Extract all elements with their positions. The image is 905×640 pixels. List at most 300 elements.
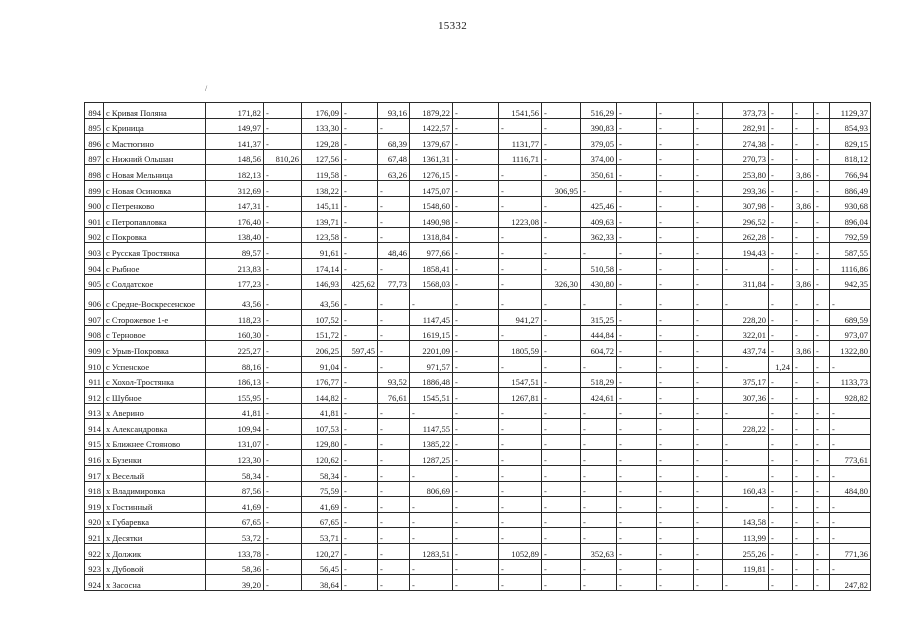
empty-value-cell: - bbox=[769, 103, 793, 119]
empty-value-cell: - bbox=[342, 165, 378, 181]
empty-value-cell: - bbox=[410, 497, 453, 513]
empty-value-cell: - bbox=[814, 325, 830, 341]
empty-value-cell: - bbox=[723, 403, 769, 419]
row-number-cell: 913 bbox=[85, 403, 104, 419]
value-cell: 1805,59 bbox=[499, 341, 542, 357]
empty-value-cell: - bbox=[814, 165, 830, 181]
settlement-name-cell: с Успенское bbox=[104, 356, 206, 372]
value-cell: 129,28 bbox=[302, 134, 342, 150]
empty-value-cell: - bbox=[793, 388, 814, 404]
empty-value-cell: - bbox=[769, 575, 793, 591]
empty-value-cell: - bbox=[769, 118, 793, 134]
empty-value-cell: - bbox=[264, 356, 302, 372]
value-cell: 176,40 bbox=[206, 212, 264, 228]
empty-value-cell: - bbox=[814, 341, 830, 357]
empty-value-cell: - bbox=[581, 356, 617, 372]
empty-value-cell: - bbox=[410, 559, 453, 575]
table-row bbox=[85, 575, 871, 591]
empty-value-cell: - bbox=[378, 227, 410, 243]
value-cell: 177,23 bbox=[206, 274, 264, 290]
empty-value-cell: - bbox=[769, 403, 793, 419]
empty-value-cell: - bbox=[542, 118, 581, 134]
row-number-cell: 912 bbox=[85, 388, 104, 404]
value-cell: 107,53 bbox=[302, 419, 342, 435]
empty-value-cell: - bbox=[617, 212, 657, 228]
empty-value-cell: - bbox=[542, 575, 581, 591]
empty-value-cell: - bbox=[378, 419, 410, 435]
empty-value-cell: - bbox=[657, 212, 694, 228]
empty-value-cell: - bbox=[657, 243, 694, 259]
value-cell: 155,95 bbox=[206, 388, 264, 404]
empty-value-cell: - bbox=[617, 512, 657, 528]
empty-value-cell: - bbox=[769, 165, 793, 181]
empty-value-cell: - bbox=[814, 196, 830, 212]
empty-value-cell: - bbox=[342, 434, 378, 450]
empty-value-cell: - bbox=[342, 310, 378, 326]
value-cell: 1147,45 bbox=[410, 310, 453, 326]
value-cell: 374,00 bbox=[581, 149, 617, 165]
empty-value-cell: - bbox=[453, 372, 499, 388]
empty-value-cell: - bbox=[342, 372, 378, 388]
empty-value-cell: - bbox=[694, 290, 723, 310]
value-cell: 113,99 bbox=[723, 528, 769, 544]
empty-value-cell: - bbox=[769, 481, 793, 497]
value-cell: 138,22 bbox=[302, 180, 342, 196]
empty-value-cell: - bbox=[769, 134, 793, 150]
settlement-name-cell: с Покровка bbox=[104, 227, 206, 243]
empty-value-cell: - bbox=[694, 372, 723, 388]
value-cell: 41,69 bbox=[302, 497, 342, 513]
empty-value-cell: - bbox=[657, 227, 694, 243]
empty-value-cell: - bbox=[264, 466, 302, 482]
value-cell: 58,34 bbox=[206, 466, 264, 482]
table-row bbox=[85, 258, 871, 274]
value-cell: 206,25 bbox=[302, 341, 342, 357]
empty-value-cell: - bbox=[342, 212, 378, 228]
empty-value-cell: - bbox=[830, 356, 871, 372]
value-cell: 76,61 bbox=[378, 388, 410, 404]
value-cell: 587,55 bbox=[830, 243, 871, 259]
empty-value-cell: - bbox=[499, 118, 542, 134]
empty-value-cell: - bbox=[657, 149, 694, 165]
settlement-name-cell: с Кривая Поляна bbox=[104, 103, 206, 119]
empty-value-cell: - bbox=[453, 403, 499, 419]
empty-value-cell: - bbox=[264, 134, 302, 150]
value-cell: 1276,15 bbox=[410, 165, 453, 181]
empty-value-cell: - bbox=[657, 419, 694, 435]
empty-value-cell: - bbox=[694, 434, 723, 450]
empty-value-cell: - bbox=[499, 434, 542, 450]
row-number-cell: 894 bbox=[85, 103, 104, 119]
value-cell: 58,36 bbox=[206, 559, 264, 575]
empty-value-cell: - bbox=[769, 497, 793, 513]
value-cell: 896,04 bbox=[830, 212, 871, 228]
empty-value-cell: - bbox=[617, 544, 657, 560]
empty-value-cell: - bbox=[830, 434, 871, 450]
empty-value-cell: - bbox=[453, 341, 499, 357]
row-number-cell: 922 bbox=[85, 544, 104, 560]
value-cell: 194,43 bbox=[723, 243, 769, 259]
empty-value-cell: - bbox=[264, 243, 302, 259]
empty-value-cell: - bbox=[542, 290, 581, 310]
empty-value-cell: - bbox=[264, 274, 302, 290]
empty-value-cell: - bbox=[830, 403, 871, 419]
empty-value-cell: - bbox=[581, 497, 617, 513]
empty-value-cell: - bbox=[453, 481, 499, 497]
empty-value-cell: - bbox=[723, 497, 769, 513]
table-row bbox=[85, 341, 871, 357]
value-cell: 160,43 bbox=[723, 481, 769, 497]
empty-value-cell: - bbox=[617, 290, 657, 310]
table-row bbox=[85, 466, 871, 482]
value-cell: 129,80 bbox=[302, 434, 342, 450]
empty-value-cell: - bbox=[694, 103, 723, 119]
empty-value-cell: - bbox=[264, 575, 302, 591]
value-cell: 225,27 bbox=[206, 341, 264, 357]
value-cell: 67,65 bbox=[206, 512, 264, 528]
row-number-cell: 901 bbox=[85, 212, 104, 228]
empty-value-cell: - bbox=[453, 528, 499, 544]
empty-value-cell: - bbox=[793, 149, 814, 165]
value-cell: 186,13 bbox=[206, 372, 264, 388]
value-cell: 311,84 bbox=[723, 274, 769, 290]
table-row bbox=[85, 227, 871, 243]
empty-value-cell: - bbox=[769, 528, 793, 544]
value-cell: 510,58 bbox=[581, 258, 617, 274]
row-number-cell: 898 bbox=[85, 165, 104, 181]
empty-value-cell: - bbox=[769, 372, 793, 388]
empty-value-cell: - bbox=[542, 419, 581, 435]
value-cell: 518,29 bbox=[581, 372, 617, 388]
empty-value-cell: - bbox=[694, 258, 723, 274]
empty-value-cell: - bbox=[542, 450, 581, 466]
empty-value-cell: - bbox=[499, 196, 542, 212]
empty-value-cell: - bbox=[723, 466, 769, 482]
empty-value-cell: - bbox=[378, 450, 410, 466]
row-number-cell: 920 bbox=[85, 512, 104, 528]
value-cell: 39,20 bbox=[206, 575, 264, 591]
empty-value-cell: - bbox=[694, 575, 723, 591]
empty-value-cell: - bbox=[814, 497, 830, 513]
empty-value-cell: - bbox=[378, 290, 410, 310]
value-cell: 306,95 bbox=[542, 180, 581, 196]
empty-value-cell: - bbox=[342, 388, 378, 404]
value-cell: 123,30 bbox=[206, 450, 264, 466]
empty-value-cell: - bbox=[378, 325, 410, 341]
empty-value-cell: - bbox=[793, 466, 814, 482]
value-cell: 63,26 bbox=[378, 165, 410, 181]
empty-value-cell: - bbox=[453, 196, 499, 212]
value-cell: 41,81 bbox=[302, 403, 342, 419]
empty-value-cell: - bbox=[499, 325, 542, 341]
value-cell: 1879,22 bbox=[410, 103, 453, 119]
empty-value-cell: - bbox=[657, 528, 694, 544]
value-cell: 253,80 bbox=[723, 165, 769, 181]
value-cell: 307,98 bbox=[723, 196, 769, 212]
empty-value-cell: - bbox=[581, 290, 617, 310]
empty-value-cell: - bbox=[657, 434, 694, 450]
empty-value-cell: - bbox=[657, 372, 694, 388]
empty-value-cell: - bbox=[378, 528, 410, 544]
table-row bbox=[85, 419, 871, 435]
empty-value-cell: - bbox=[617, 149, 657, 165]
empty-value-cell: - bbox=[694, 544, 723, 560]
empty-value-cell: - bbox=[581, 481, 617, 497]
value-cell: 886,49 bbox=[830, 180, 871, 196]
empty-value-cell: - bbox=[617, 274, 657, 290]
value-cell: 56,45 bbox=[302, 559, 342, 575]
settlement-name-cell: х Владимировка bbox=[104, 481, 206, 497]
empty-value-cell: - bbox=[617, 575, 657, 591]
value-cell: 425,62 bbox=[342, 274, 378, 290]
empty-value-cell: - bbox=[723, 450, 769, 466]
value-cell: 247,82 bbox=[830, 575, 871, 591]
settlement-name-cell: с Средне-Воскресенское bbox=[104, 290, 206, 310]
settlement-name-cell: с Новая Мельница bbox=[104, 165, 206, 181]
value-cell: 68,39 bbox=[378, 134, 410, 150]
table-row bbox=[85, 388, 871, 404]
value-cell: 67,48 bbox=[378, 149, 410, 165]
value-cell: 77,73 bbox=[378, 274, 410, 290]
empty-value-cell: - bbox=[694, 450, 723, 466]
empty-value-cell: - bbox=[793, 103, 814, 119]
value-cell: 144,82 bbox=[302, 388, 342, 404]
value-cell: 107,52 bbox=[302, 310, 342, 326]
value-cell: 379,05 bbox=[581, 134, 617, 150]
table-row bbox=[85, 165, 871, 181]
empty-value-cell: - bbox=[264, 196, 302, 212]
empty-value-cell: - bbox=[814, 575, 830, 591]
empty-value-cell: - bbox=[793, 481, 814, 497]
settlement-name-cell: х Александровка bbox=[104, 419, 206, 435]
empty-value-cell: - bbox=[264, 212, 302, 228]
empty-value-cell: - bbox=[581, 180, 617, 196]
empty-value-cell: - bbox=[694, 466, 723, 482]
table-row bbox=[85, 180, 871, 196]
empty-value-cell: - bbox=[617, 403, 657, 419]
empty-value-cell: - bbox=[793, 575, 814, 591]
settlement-name-cell: с Урыв-Покровка bbox=[104, 341, 206, 357]
empty-value-cell: - bbox=[657, 165, 694, 181]
empty-value-cell: - bbox=[769, 466, 793, 482]
settlement-name-cell: х Должик bbox=[104, 544, 206, 560]
value-cell: 1052,89 bbox=[499, 544, 542, 560]
value-cell: 1283,51 bbox=[410, 544, 453, 560]
settlement-name-cell: с Новая Осиновка bbox=[104, 180, 206, 196]
value-cell: 131,07 bbox=[206, 434, 264, 450]
empty-value-cell: - bbox=[378, 559, 410, 575]
row-number-cell: 924 bbox=[85, 575, 104, 591]
empty-value-cell: - bbox=[453, 575, 499, 591]
value-cell: 373,73 bbox=[723, 103, 769, 119]
value-cell: 375,17 bbox=[723, 372, 769, 388]
empty-value-cell: - bbox=[378, 544, 410, 560]
empty-value-cell: - bbox=[453, 149, 499, 165]
value-cell: 270,73 bbox=[723, 149, 769, 165]
empty-value-cell: - bbox=[581, 528, 617, 544]
empty-value-cell: - bbox=[453, 274, 499, 290]
empty-value-cell: - bbox=[694, 497, 723, 513]
empty-value-cell: - bbox=[378, 481, 410, 497]
empty-value-cell: - bbox=[378, 212, 410, 228]
value-cell: 362,33 bbox=[581, 227, 617, 243]
empty-value-cell: - bbox=[453, 258, 499, 274]
empty-value-cell: - bbox=[499, 466, 542, 482]
value-cell: 352,63 bbox=[581, 544, 617, 560]
settlement-name-cell: с Сторожевое 1-е bbox=[104, 310, 206, 326]
value-cell: 133,78 bbox=[206, 544, 264, 560]
empty-value-cell: - bbox=[342, 196, 378, 212]
empty-value-cell: - bbox=[453, 512, 499, 528]
empty-value-cell: - bbox=[378, 341, 410, 357]
empty-value-cell: - bbox=[453, 466, 499, 482]
value-cell: 138,40 bbox=[206, 227, 264, 243]
empty-value-cell: - bbox=[499, 575, 542, 591]
value-cell: 120,27 bbox=[302, 544, 342, 560]
empty-value-cell: - bbox=[378, 403, 410, 419]
value-cell: 430,80 bbox=[581, 274, 617, 290]
value-cell: 1223,08 bbox=[499, 212, 542, 228]
value-cell: 326,30 bbox=[542, 274, 581, 290]
empty-value-cell: - bbox=[410, 403, 453, 419]
empty-value-cell: - bbox=[830, 419, 871, 435]
empty-value-cell: - bbox=[617, 528, 657, 544]
row-number-cell: 897 bbox=[85, 149, 104, 165]
value-cell: 119,81 bbox=[723, 559, 769, 575]
empty-value-cell: - bbox=[617, 559, 657, 575]
empty-value-cell: - bbox=[657, 180, 694, 196]
empty-value-cell: - bbox=[694, 118, 723, 134]
settlement-name-cell: х Губаревка bbox=[104, 512, 206, 528]
empty-value-cell: - bbox=[694, 388, 723, 404]
empty-value-cell: - bbox=[830, 497, 871, 513]
row-number-cell: 921 bbox=[85, 528, 104, 544]
empty-value-cell: - bbox=[264, 544, 302, 560]
empty-value-cell: - bbox=[499, 165, 542, 181]
empty-value-cell: - bbox=[581, 575, 617, 591]
value-cell: 437,74 bbox=[723, 341, 769, 357]
value-cell: 322,01 bbox=[723, 325, 769, 341]
value-cell: 38,64 bbox=[302, 575, 342, 591]
empty-value-cell: - bbox=[769, 227, 793, 243]
settlement-name-cell: х Веселый bbox=[104, 466, 206, 482]
value-cell: 89,57 bbox=[206, 243, 264, 259]
empty-value-cell: - bbox=[657, 388, 694, 404]
value-cell: 818,12 bbox=[830, 149, 871, 165]
value-cell: 973,07 bbox=[830, 325, 871, 341]
empty-value-cell: - bbox=[814, 388, 830, 404]
empty-value-cell: - bbox=[264, 481, 302, 497]
value-cell: 282,91 bbox=[723, 118, 769, 134]
value-cell: 1287,25 bbox=[410, 450, 453, 466]
empty-value-cell: - bbox=[617, 372, 657, 388]
value-cell: 91,61 bbox=[302, 243, 342, 259]
value-cell: 171,82 bbox=[206, 103, 264, 119]
empty-value-cell: - bbox=[342, 559, 378, 575]
value-cell: 810,26 bbox=[264, 149, 302, 165]
empty-value-cell: - bbox=[657, 258, 694, 274]
empty-value-cell: - bbox=[342, 103, 378, 119]
empty-value-cell: - bbox=[542, 325, 581, 341]
value-cell: 182,13 bbox=[206, 165, 264, 181]
empty-value-cell: - bbox=[830, 290, 871, 310]
empty-value-cell: - bbox=[264, 118, 302, 134]
empty-value-cell: - bbox=[694, 356, 723, 372]
value-cell: 1322,80 bbox=[830, 341, 871, 357]
empty-value-cell: - bbox=[410, 290, 453, 310]
empty-value-cell: - bbox=[814, 403, 830, 419]
empty-value-cell: - bbox=[581, 434, 617, 450]
empty-value-cell: - bbox=[793, 243, 814, 259]
value-cell: 293,36 bbox=[723, 180, 769, 196]
empty-value-cell: - bbox=[542, 481, 581, 497]
empty-value-cell: - bbox=[769, 325, 793, 341]
empty-value-cell: - bbox=[542, 165, 581, 181]
value-cell: 149,97 bbox=[206, 118, 264, 134]
empty-value-cell: - bbox=[499, 227, 542, 243]
value-cell: 1385,22 bbox=[410, 434, 453, 450]
empty-value-cell: - bbox=[793, 227, 814, 243]
empty-value-cell: - bbox=[617, 325, 657, 341]
empty-value-cell: - bbox=[617, 341, 657, 357]
empty-value-cell: - bbox=[814, 434, 830, 450]
empty-value-cell: - bbox=[542, 528, 581, 544]
value-cell: 67,65 bbox=[302, 512, 342, 528]
value-cell: 147,31 bbox=[206, 196, 264, 212]
settlement-name-cell: с Шубное bbox=[104, 388, 206, 404]
empty-value-cell: - bbox=[793, 372, 814, 388]
settlement-name-cell: с Солдатское bbox=[104, 274, 206, 290]
empty-value-cell: - bbox=[378, 258, 410, 274]
empty-value-cell: - bbox=[694, 134, 723, 150]
settlement-name-cell: с Петропавловка bbox=[104, 212, 206, 228]
value-cell: 829,15 bbox=[830, 134, 871, 150]
value-cell: 806,69 bbox=[410, 481, 453, 497]
empty-value-cell: - bbox=[694, 165, 723, 181]
empty-value-cell: - bbox=[499, 450, 542, 466]
value-cell: 93,52 bbox=[378, 372, 410, 388]
empty-value-cell: - bbox=[453, 290, 499, 310]
empty-value-cell: - bbox=[769, 419, 793, 435]
row-number-cell: 923 bbox=[85, 559, 104, 575]
value-cell: 971,57 bbox=[410, 356, 453, 372]
empty-value-cell: - bbox=[694, 180, 723, 196]
value-cell: 145,11 bbox=[302, 196, 342, 212]
value-cell: 312,69 bbox=[206, 180, 264, 196]
settlement-name-cell: х Гостинный bbox=[104, 497, 206, 513]
empty-value-cell: - bbox=[793, 258, 814, 274]
row-number-cell: 908 bbox=[85, 325, 104, 341]
empty-value-cell: - bbox=[499, 419, 542, 435]
table-row bbox=[85, 134, 871, 150]
value-cell: 118,23 bbox=[206, 310, 264, 326]
empty-value-cell: - bbox=[617, 466, 657, 482]
empty-value-cell: - bbox=[657, 325, 694, 341]
row-number-cell: 900 bbox=[85, 196, 104, 212]
value-cell: 425,46 bbox=[581, 196, 617, 212]
empty-value-cell: - bbox=[694, 212, 723, 228]
row-number-cell: 917 bbox=[85, 466, 104, 482]
table-row bbox=[85, 403, 871, 419]
settlement-name-cell: с Криница bbox=[104, 118, 206, 134]
value-cell: 43,56 bbox=[302, 290, 342, 310]
empty-value-cell: - bbox=[617, 497, 657, 513]
empty-value-cell: - bbox=[378, 356, 410, 372]
row-number-cell: 914 bbox=[85, 419, 104, 435]
empty-value-cell: - bbox=[694, 243, 723, 259]
empty-value-cell: - bbox=[342, 134, 378, 150]
empty-value-cell: - bbox=[617, 258, 657, 274]
